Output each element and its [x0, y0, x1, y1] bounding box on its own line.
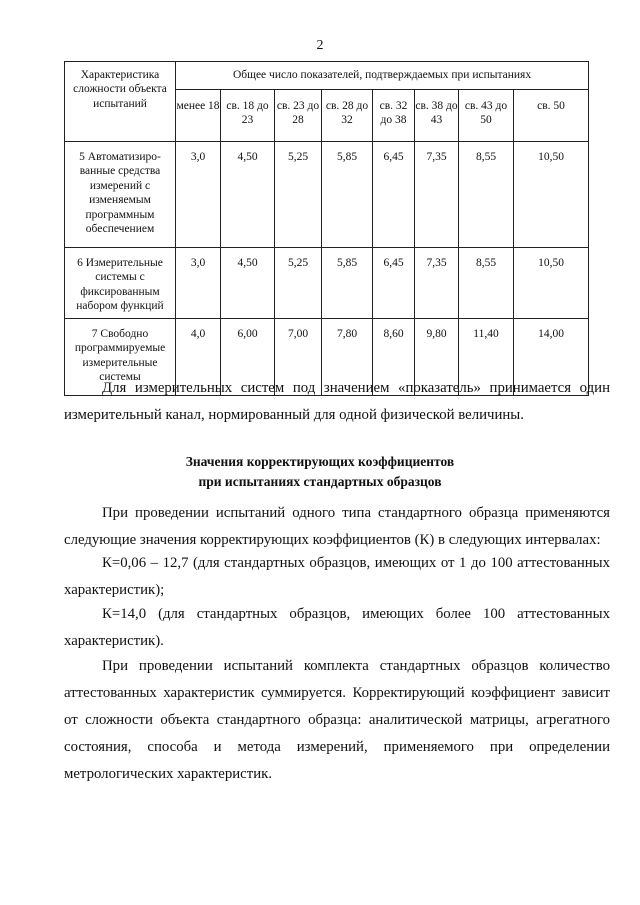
table-cell: 10,50	[514, 142, 589, 248]
heading-line: при испытаниях стандартных образцов	[198, 474, 442, 489]
table-cell: 8,55	[459, 142, 514, 248]
table-cell: 6,45	[373, 142, 415, 248]
table-cell: 14,00	[514, 319, 589, 396]
table-cell: 9,80	[415, 319, 459, 396]
table-cell: 5,25	[275, 142, 322, 248]
paragraph-k-max	[64, 601, 610, 655]
table-cell: 4,50	[221, 248, 275, 319]
table-cell: 4,0	[176, 319, 221, 396]
column-header: св. 23 до 28	[275, 90, 322, 142]
paragraph-line: При проведении испытаний комплекта стандартных образцов количество	[102, 658, 610, 674]
paragraph-line: следующие значения корректирующих коэффициентов (К) в следующих интервалах:	[64, 532, 601, 548]
paragraph-line: характеристик);	[64, 582, 165, 598]
table-cell: 6,45	[373, 248, 415, 319]
coefficients-table	[64, 61, 589, 396]
header-characteristic: Характеристика сложности объекта испытаний	[65, 62, 176, 142]
paragraph-kit	[64, 653, 610, 788]
column-header: св. 50	[514, 90, 589, 142]
heading-line: Значения корректирующих коэффициентов	[185, 454, 455, 469]
table-row	[65, 142, 589, 248]
table-cell: 4,50	[221, 142, 275, 248]
table-cell: 8,55	[459, 248, 514, 319]
table-note	[64, 375, 610, 429]
column-header: св. 32 до 38	[373, 90, 415, 142]
paragraph-one-type	[64, 500, 610, 554]
table-row	[65, 248, 589, 319]
table-cell: 6,00	[221, 319, 275, 396]
section-heading	[0, 452, 640, 492]
paragraph-k-range	[64, 550, 610, 604]
paragraph-line: метрологических характеристик.	[64, 766, 273, 782]
page-number: 2	[316, 38, 324, 53]
column-header: св. 38 до 43	[415, 90, 459, 142]
column-header: менее 18	[176, 90, 221, 142]
table-cell: 7,35	[415, 248, 459, 319]
paragraph-line: К=14,0 (для стандартных образцов, имеющих более 100 аттестованных	[102, 606, 610, 622]
note-line: измерительный канал, нормированный для одной физической величины.	[64, 407, 524, 423]
paragraph-line: При проведении испытаний одного типа стандартного образца применяются	[102, 505, 610, 521]
paragraph-line: аттестованных характеристик суммируется. Корректирующий коэффициент зависит	[64, 685, 610, 701]
table-cell: 3,0	[176, 142, 221, 248]
row-label: 7 Свободно программируемые измерительные системы	[65, 319, 176, 396]
paragraph-line: от сложности объекта стандартного образца: аналитической матрицы, агрегатного	[64, 712, 610, 728]
table-cell: 7,00	[275, 319, 322, 396]
paragraph-line: характеристик).	[64, 633, 164, 649]
row-label: 5 Автоматизиро- ванные средства измерений с изменяемым программным обеспечением	[65, 142, 176, 248]
column-header: св. 43 до 50	[459, 90, 514, 142]
table-cell: 10,50	[514, 248, 589, 319]
column-header: св. 28 до 32	[322, 90, 373, 142]
note-line: Для измерительных систем под значением «показатель» принимается один	[102, 380, 610, 396]
table-cell: 11,40	[459, 319, 514, 396]
column-header: св. 18 до 23	[221, 90, 275, 142]
table-cell: 5,25	[275, 248, 322, 319]
table-cell: 5,85	[322, 248, 373, 319]
table-cell: 7,35	[415, 142, 459, 248]
table-cell: 7,80	[322, 319, 373, 396]
paragraph-line: состояния, способа и метода измерений, применяемого при определении	[64, 739, 610, 755]
table-cell: 8,60	[373, 319, 415, 396]
paragraph-line: К=0,06 – 12,7 (для стандартных образцов, имеющих от 1 до 100 аттестованных	[102, 555, 610, 571]
table-cell: 5,85	[322, 142, 373, 248]
table-cell: 3,0	[176, 248, 221, 319]
row-label: 6 Измерительные системы с фиксированным набором функций	[65, 248, 176, 319]
header-indicator-count: Общее число показателей, подтверждаемых при испытаниях	[176, 62, 589, 90]
